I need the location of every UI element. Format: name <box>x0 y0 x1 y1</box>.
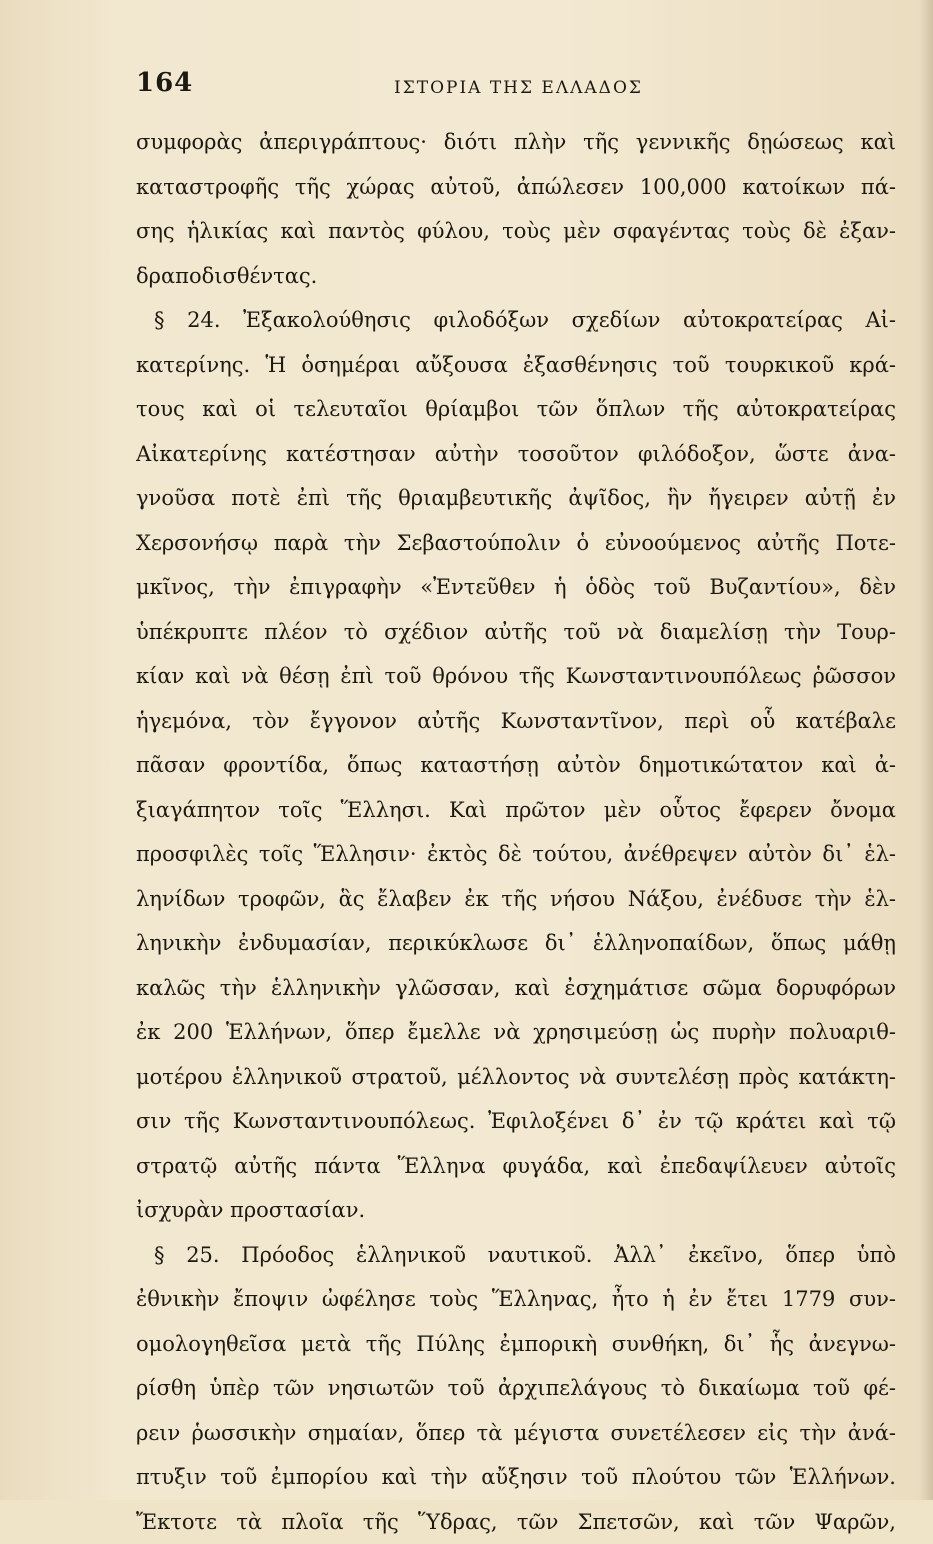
text-line: πτυξιν τοῦ ἐμπορίου καὶ τὴν αὔξησιν τοῦ πλούτου τῶν Ἑλλήνων. <box>136 1455 896 1500</box>
text-line: ληνίδων τροφῶν, ἃς ἔλαβεν ἐκ τῆς νήσου Νάξου, ἐνέδυσε τὴν ἑλ- <box>136 877 896 922</box>
page-header <box>136 64 896 108</box>
text-line: ἐκ 200 Ἑλλήνων, ὅπερ ἔμελλε νὰ χρησιμεύσῃ ὡς πυρὴν πολυαριθ- <box>136 1010 896 1055</box>
text-line: δραποδισθέντας. <box>136 254 896 299</box>
text-line: πᾶσαν φροντίδα, ὅπως καταστήσῃ αὐτὸν δημοτικώτατον καὶ ἀ- <box>136 743 896 788</box>
text-line: μκῖνος, τὴν ἐπιγραφὴν «Ἐντεῦθεν ἡ ὁδὸς τοῦ Βυζαντίου», δὲν <box>136 565 896 610</box>
text-line: ἰσχυρὰν προστασίαν. <box>136 1188 896 1233</box>
text-line: γνοῦσα ποτὲ ἐπὶ τῆς θριαμβευτικῆς ἀψῖδος, ἣν ἤγειρεν αὐτῇ ἐν <box>136 476 896 521</box>
text-line: ἡγεμόνα, τὸν ἔγγονον αὐτῆς Κωνσταντῖνον, περὶ οὗ κατέβαλε <box>136 699 896 744</box>
text-line: ληνικὴν ἐνδυμασίαν, περικύκλωσε δι᾽ ἑλληνοπαίδων, ὅπως μάθῃ <box>136 921 896 966</box>
text-line: § 25. Πρόοδος ἑλληνικοῦ ναυτικοῦ. Ἀλλ᾽ ἐκεῖνο, ὅπερ ὑπὸ <box>136 1233 896 1278</box>
text-line: ξιαγάπητον τοῖς Ἕλλησι. Καὶ πρῶτον μὲν οὗτος ἔφερεν ὄνομα <box>136 788 896 833</box>
text-line: § 24. Ἐξακολούθησις φιλοδόξων σχεδίων αὐτοκρατείρας Αἰ- <box>136 298 896 343</box>
text-line: καταστροφῆς τῆς χώρας αὐτοῦ, ἀπώλεσεν 100,000 κατοίκων πά- <box>136 165 896 210</box>
text-line: ρειν ῥωσσικὴν σημαίαν, ὅπερ τὰ μέγιστα συνετέλεσεν εἰς τὴν ἀνά- <box>136 1411 896 1456</box>
body-text <box>136 120 896 1544</box>
text-line: κίαν καὶ νὰ θέσῃ ἐπὶ τοῦ θρόνου τῆς Κωνσταντινουπόλεως ῥῶσσον <box>136 654 896 699</box>
text-line: συμφορὰς ἀπεριγράπτους· διότι πλὴν τῆς γεννικῆς δῃώσεως καὶ <box>136 120 896 165</box>
text-line: τους καὶ οἱ τελευταῖοι θρίαμβοι τῶν ὅπλων τῆς αὐτοκρατείρας <box>136 387 896 432</box>
text-line: σης ἡλικίας καὶ παντὸς φύλου, τοὺς μὲν σφαγέντας τοὺς δὲ ἐξαν- <box>136 209 896 254</box>
text-line: Χερσονήσῳ παρὰ τὴν Σεβαστούπολιν ὁ εὐνοούμενος αὐτῆς Ποτε- <box>136 521 896 566</box>
text-line: κατερίνης. Ἡ ὁσημέραι αὔξουσα ἐξασθένησις τοῦ τουρκικοῦ κρά- <box>136 343 896 388</box>
text-line: ομολογηθεῖσα μετὰ τῆς Πύλης ἐμπορικὴ συνθήκη, δι᾽ ἧς ἀνεγνω- <box>136 1322 896 1367</box>
text-line: ἐθνικὴν ἔποψιν ὠφέλησε τοὺς Ἕλληνας, ἦτο ἡ ἐν ἔτει 1779 συν- <box>136 1277 896 1322</box>
text-line: προσφιλὲς τοῖς Ἕλλησιν· ἐκτὸς δὲ τούτου, ἀνέθρεψεν αὐτὸν δι᾽ ἑλ- <box>136 832 896 877</box>
page-edge-shadow <box>919 0 933 1500</box>
text-line: ρίσθη ὑπὲρ τῶν νησιωτῶν τοῦ ἀρχιπελάγους τὸ δικαίωμα τοῦ φέ- <box>136 1366 896 1411</box>
text-line: ὑπέκρυπτε πλέον τὸ σχέδιον αὐτῆς τοῦ νὰ διαμελίσῃ τὴν Τουρ- <box>136 610 896 655</box>
text-line: Αἰκατερίνης κατέστησαν αὐτὴν τοσοῦτον φιλόδοξον, ὥστε ἀνα- <box>136 432 896 477</box>
running-title: ΙΣΤΟΡΙΑ ΤΗΣ ΕΛΛΑΔΟΣ <box>394 78 643 98</box>
text-line: σιν τῆς Κωνσταντινουπόλεως. Ἐφιλοξένει δ᾽ ἐν τῷ κράτει καὶ τῷ <box>136 1099 896 1144</box>
text-line: Ἔκτοτε τὰ πλοῖα τῆς Ὕδρας, τῶν Σπετσῶν, καὶ τῶν Ψαρῶν, <box>136 1500 896 1544</box>
text-line: στρατῷ αὐτῆς πάντα Ἕλληνα φυγάδα, καὶ ἐπεδαψίλευεν αὐτοῖς <box>136 1144 896 1189</box>
text-line: καλῶς τὴν ἑλληνικὴν γλῶσσαν, καὶ ἐσχημάτισε σῶμα δορυφόρων <box>136 966 896 1011</box>
page-number: 164 <box>136 68 193 98</box>
text-line: μοτέρου ἑλληνικοῦ στρατοῦ, μέλλοντος νὰ συντελέσῃ πρὸς κατάκτη- <box>136 1055 896 1100</box>
